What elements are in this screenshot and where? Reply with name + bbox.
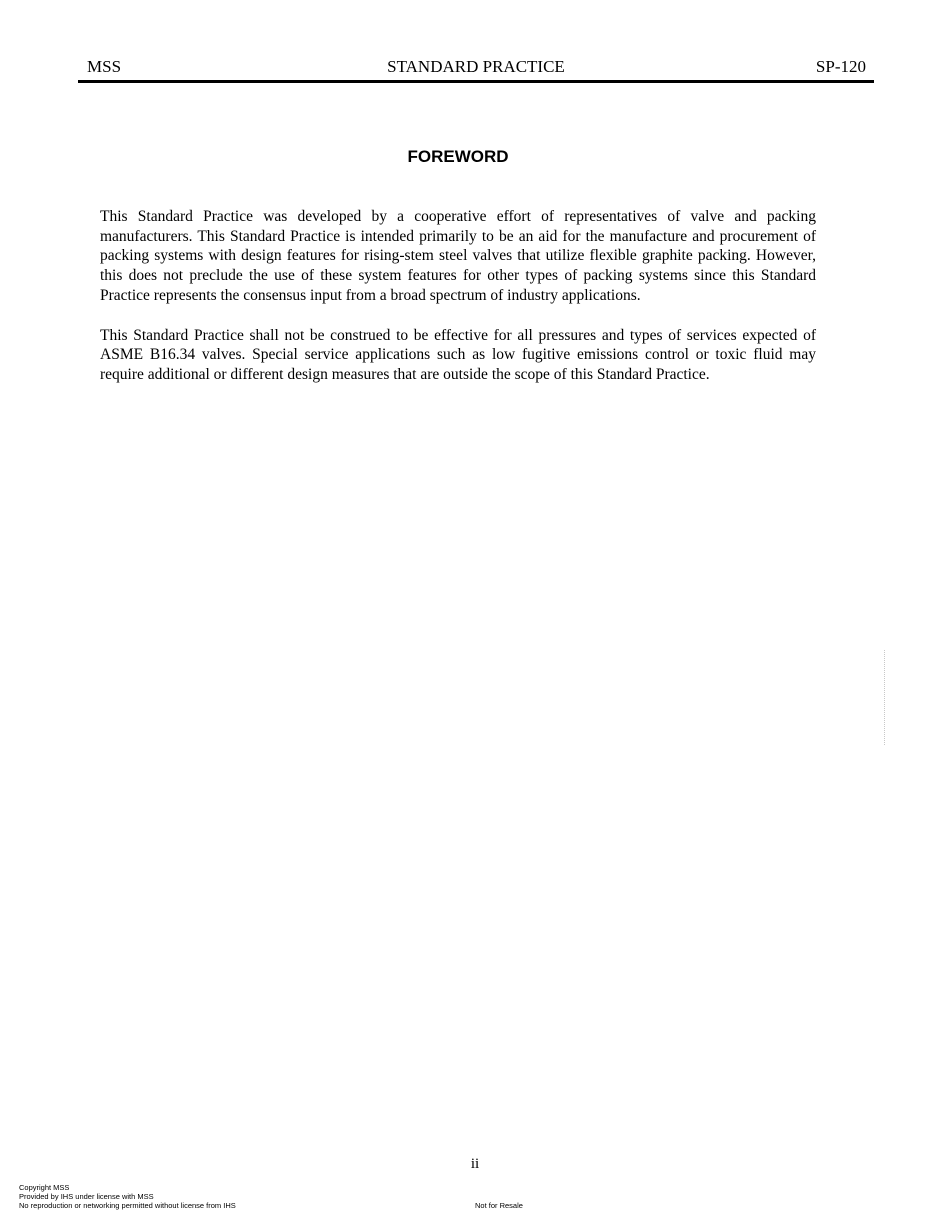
footer-line-reproduction: No reproduction or networking permitted without license from IHS	[19, 1201, 236, 1210]
header-document-number: SP-120	[815, 57, 866, 76]
margin-marks	[884, 650, 887, 745]
foreword-paragraph-2: This Standard Practice shall not be construed to be effective for all pressures and types of services expected of ASME B16.34 valves. Special service applications such as low fugitive emissions control or toxic fluid may require additional or different design measures that are outside the scope of this Standard Practice.	[100, 326, 816, 383]
copyright-footer	[19, 1183, 236, 1210]
section-title: FOREWORD	[407, 147, 509, 166]
footer-line-copyright: Copyright MSS	[19, 1183, 70, 1192]
page-number: ii	[470, 1156, 480, 1172]
footer-not-for-resale: Not for Resale	[475, 1201, 523, 1210]
page-header	[78, 56, 874, 83]
header-document-type: STANDARD PRACTICE	[387, 57, 565, 76]
foreword-paragraph-1: This Standard Practice was developed by a cooperative effort of representatives of valve and packing manufacturers. This Standard Practice is intended primarily to be an aid for the manufacture and procurement of packing systems with design features for rising-stem steel valves that utilize flexible graphite packing. However, this does not preclude the use of these system features for other types of packing systems since this Standard Practice represents the consensus input from a broad spectrum of industry applications.	[100, 208, 816, 304]
header-organization: MSS	[87, 57, 122, 76]
footer-line-license: Provided by IHS under license with MSS	[19, 1192, 154, 1201]
foreword-body	[100, 207, 816, 405]
